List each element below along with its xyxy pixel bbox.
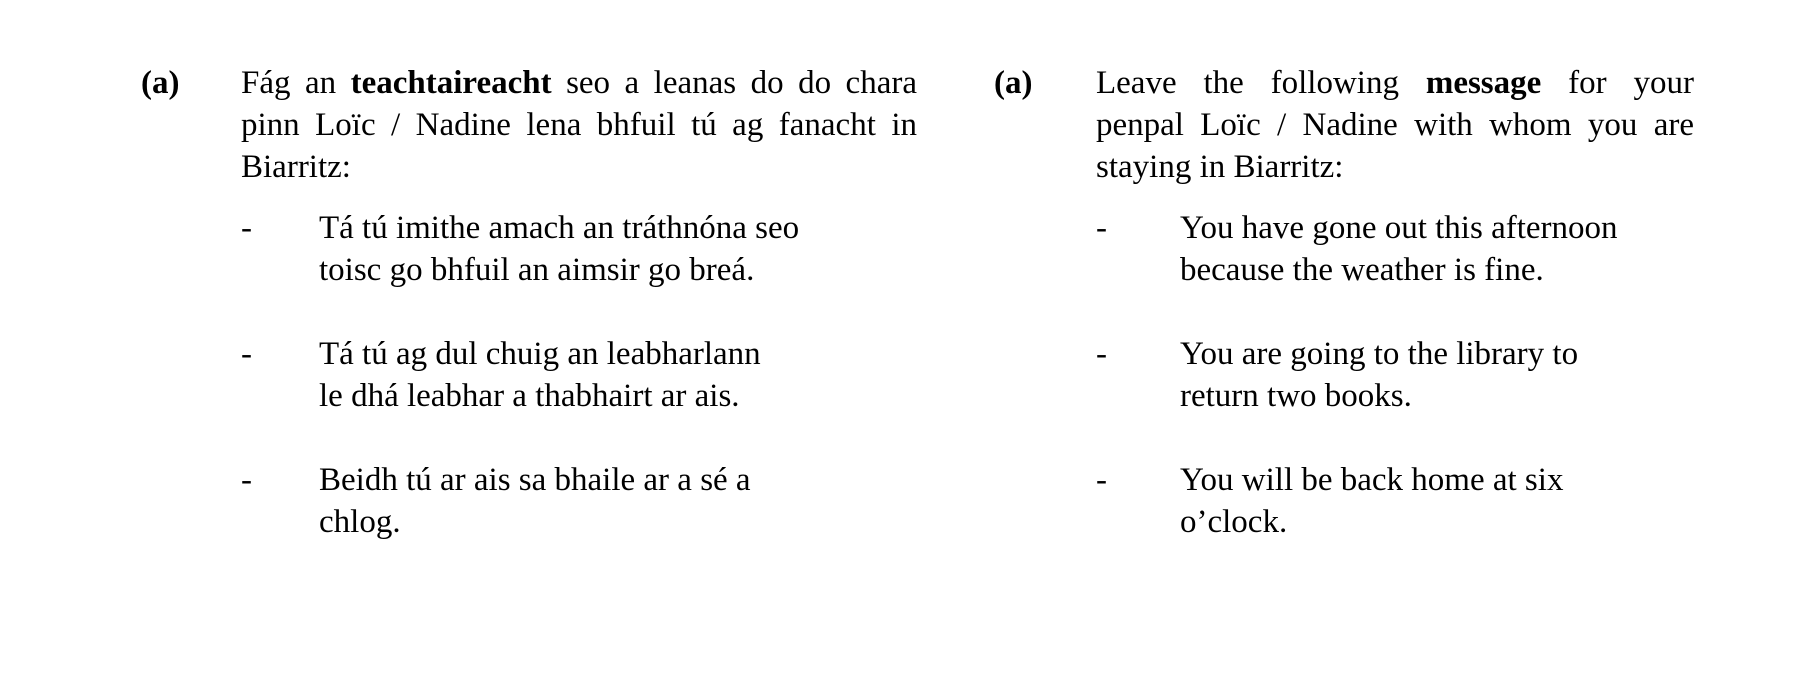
bullet-text xyxy=(319,207,799,291)
question-intro xyxy=(241,62,917,188)
intro-text-before: Fág an xyxy=(241,65,351,101)
dash-bullet-icon: - xyxy=(241,462,252,498)
question-label: (a) xyxy=(141,65,180,101)
bullet-text xyxy=(1180,459,1563,543)
bullet-line: o’clock. xyxy=(1180,504,1288,540)
bullet-text xyxy=(1180,207,1618,291)
dash-bullet-icon: - xyxy=(1096,462,1107,498)
bullet-line: because the weather is fine. xyxy=(1180,252,1544,288)
dash-bullet-icon: - xyxy=(241,336,252,372)
bullet-line: You will be back home at six xyxy=(1180,462,1564,498)
intro-keyword: message xyxy=(1425,65,1542,101)
intro-text-after: seo a leanas do do chara pinn Loïc / Nadine lena bhfuil tú ag fanacht in Biarritz: xyxy=(241,65,917,185)
bullet-line: le dhá leabhar a thabhairt ar ais. xyxy=(319,378,740,414)
bullet-line: You are going to the library to xyxy=(1180,336,1579,372)
intro-text-before: Leave the following xyxy=(1096,65,1426,101)
bullet-text xyxy=(1180,333,1578,417)
bullet-line: return two books. xyxy=(1180,378,1412,414)
question-intro xyxy=(1096,62,1694,188)
bullet-line: Tá tú imithe amach an tráthnóna seo xyxy=(319,210,800,246)
dash-bullet-icon: - xyxy=(1096,210,1107,246)
bullet-text xyxy=(319,333,761,417)
bullet-line: Tá tú ag dul chuig an leabharlann xyxy=(319,336,761,372)
bullet-line: chlog. xyxy=(319,504,401,540)
intro-text-after: for your penpal Loïc / Nadine with whom you are staying in Biarritz: xyxy=(1096,65,1694,185)
bullet-line: You have gone out this afternoon xyxy=(1180,210,1618,246)
question-label: (a) xyxy=(994,65,1033,101)
dash-bullet-icon: - xyxy=(1096,336,1107,372)
bullet-line: Beidh tú ar ais sa bhaile ar a sé a xyxy=(319,462,751,498)
bullet-text xyxy=(319,459,751,543)
bullet-line: toisc go bhfuil an aimsir go breá. xyxy=(319,252,755,288)
intro-keyword: teachtaireacht xyxy=(350,65,552,101)
dash-bullet-icon: - xyxy=(241,210,252,246)
